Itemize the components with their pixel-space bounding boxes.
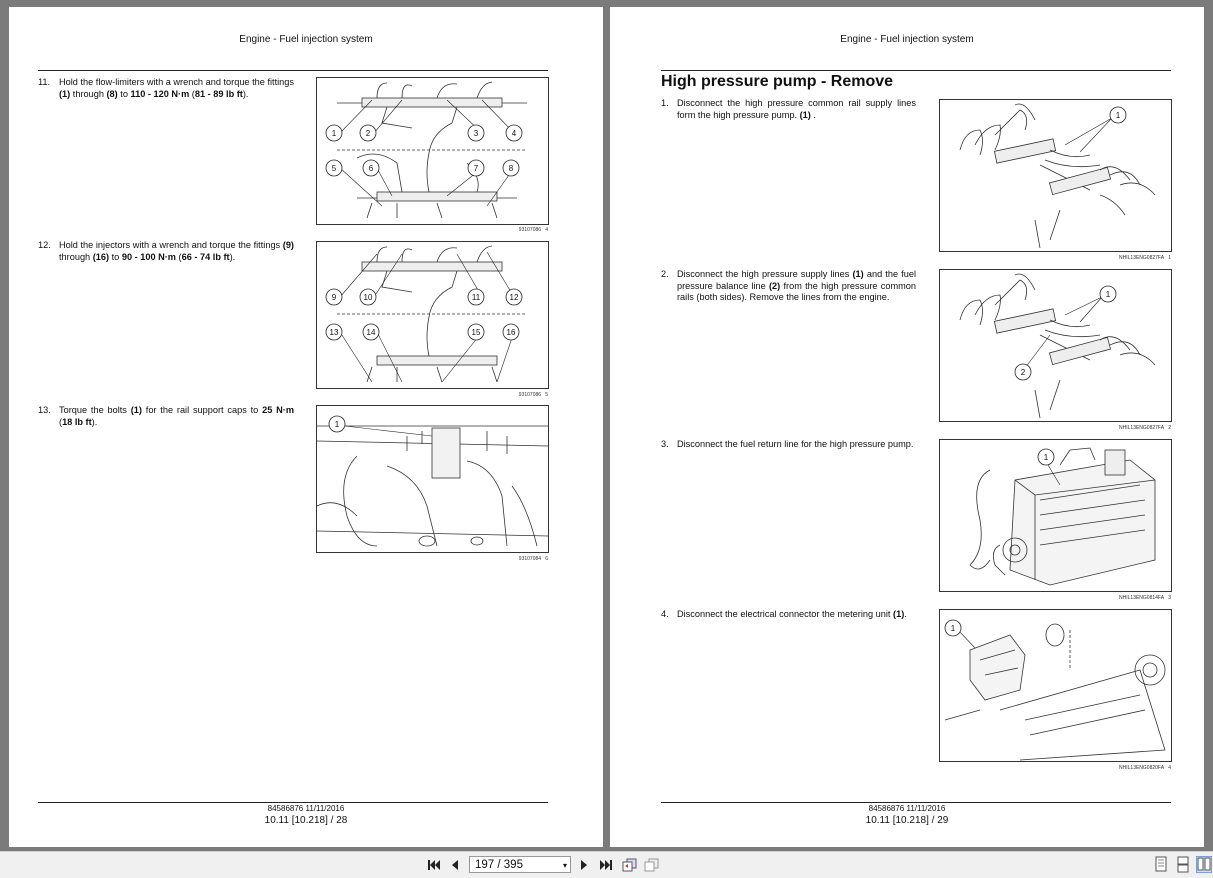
- footer-page-number: 10.11 [10.218] / 29: [865, 815, 949, 826]
- svg-text:2: 2: [1020, 368, 1026, 377]
- figure-caption: NHIL13ENG0820FA 4: [1119, 765, 1171, 771]
- callout-4: [506, 125, 522, 141]
- step-11: 11. Hold the flow-limiters with a wrench and torque the fittings (1) through (8) to 110 - 120 N·m (81 - 89 lb ft).: [38, 77, 294, 99]
- callout-8: [503, 160, 519, 176]
- figure-caption: NHIL13ENG0827FA 1: [1119, 255, 1171, 261]
- callout-13: [326, 324, 342, 340]
- svg-text:2: 2: [365, 129, 371, 138]
- svg-text:6: 6: [368, 164, 374, 173]
- figure-fuel-return-line: [939, 439, 1172, 592]
- step-number: 1.: [661, 98, 669, 108]
- chevron-down-icon[interactable]: ▾: [562, 861, 567, 870]
- callout-2: [360, 125, 376, 141]
- svg-text:1: 1: [1043, 453, 1049, 462]
- two-page-view-icon[interactable]: [1196, 856, 1212, 873]
- svg-text:14: 14: [366, 328, 376, 337]
- go-back-icon[interactable]: [621, 856, 639, 874]
- figure-injector-lines-a: [316, 77, 549, 225]
- step-number: 4.: [661, 609, 669, 619]
- svg-text:12: 12: [509, 293, 519, 302]
- svg-text:3: 3: [473, 129, 479, 138]
- svg-text:5: 5: [331, 164, 337, 173]
- svg-text:4: 4: [511, 129, 517, 138]
- svg-text:1: 1: [1105, 290, 1111, 299]
- callout-15: [468, 324, 484, 340]
- prev-page-icon[interactable]: [446, 856, 464, 874]
- step-12: 12. Hold the injectors with a wrench and torque the fittings (9) through (16) to 90 - 100 N·m (66 - 74 lb ft).: [38, 240, 294, 262]
- footer-rule: [38, 802, 548, 803]
- svg-text:1: 1: [1115, 111, 1121, 120]
- step-13: 13. Torque the bolts (1) for the rail support caps to 25 N·m (18 lb ft).: [38, 405, 295, 427]
- callout-11: [468, 289, 484, 305]
- svg-text:11: 11: [471, 293, 481, 302]
- last-page-icon[interactable]: [597, 856, 615, 874]
- figure-caption: NHIL13ENG0814FA 3: [1119, 595, 1171, 601]
- svg-text:8: 8: [508, 164, 514, 173]
- callout-1: [1110, 107, 1126, 123]
- figure-caption: NHIL13ENG0827FA 2: [1119, 425, 1171, 431]
- header-rule: [38, 70, 548, 71]
- step-4: 4. Disconnect the electrical connector the metering unit (1).: [661, 609, 907, 619]
- left-document-page: [9, 7, 603, 847]
- page-indicator-text: 197 / 395: [475, 859, 523, 871]
- svg-text:10: 10: [363, 293, 373, 302]
- figure-injector-lines-b: [316, 241, 549, 389]
- step-number: 3.: [661, 439, 669, 449]
- step-number: 12.: [38, 240, 51, 250]
- step-3: 3. Disconnect the fuel return line for the high pressure pump.: [661, 439, 914, 449]
- footer-page-number: 10.11 [10.218] / 28: [264, 815, 348, 826]
- callout-9: [326, 289, 342, 305]
- footer-doc-info: 84586876 11/11/2016: [267, 804, 345, 813]
- callout-7: [468, 160, 484, 176]
- go-forward-icon[interactable]: [643, 856, 661, 874]
- figure-supply-lines: [939, 99, 1172, 252]
- step-number: 13.: [38, 405, 51, 415]
- step-number: 2.: [661, 269, 669, 279]
- figure-caption: 93107086 4: [518, 227, 548, 233]
- figure-caption: 93107086 5: [518, 392, 548, 398]
- svg-text:16: 16: [506, 328, 516, 337]
- right-document-page: [610, 7, 1204, 847]
- viewer-toolbar: [0, 851, 1213, 878]
- callout-16: [503, 324, 519, 340]
- step-1: 1. Disconnect the high pressure common rail supply lines form the high pressure pump. (1) .: [661, 98, 916, 120]
- callout-2: [1015, 364, 1031, 380]
- callout-12: [506, 289, 522, 305]
- page-header: Engine - Fuel injection system: [239, 34, 373, 45]
- figure-balance-line: [939, 269, 1172, 422]
- callout-1: [326, 125, 342, 141]
- callout-6: [363, 160, 379, 176]
- figure-metering-unit: [939, 609, 1172, 762]
- callout-1: [945, 620, 961, 636]
- svg-text:13: 13: [329, 328, 339, 337]
- callout-10: [360, 289, 376, 305]
- figure-caption: 93107084 6: [518, 556, 548, 562]
- continuous-view-icon[interactable]: [1175, 856, 1191, 873]
- svg-text:7: 7: [473, 164, 479, 173]
- callout-3: [468, 125, 484, 141]
- next-page-icon[interactable]: [575, 856, 593, 874]
- footer-rule: [661, 802, 1171, 803]
- first-page-icon[interactable]: [425, 856, 443, 874]
- svg-text:15: 15: [471, 328, 481, 337]
- callout-1: [1100, 286, 1116, 302]
- callout-1: [1038, 449, 1054, 465]
- callout-14: [363, 324, 379, 340]
- svg-text:1: 1: [334, 420, 340, 429]
- svg-text:1: 1: [950, 624, 956, 633]
- single-page-view-icon[interactable]: [1153, 856, 1169, 873]
- header-rule: [661, 70, 1171, 71]
- footer-doc-info: 84586876 11/11/2016: [868, 804, 946, 813]
- svg-text:1: 1: [331, 129, 337, 138]
- step-number: 11.: [38, 77, 51, 87]
- section-title: High pressure pump - Remove: [661, 73, 894, 90]
- page-header: Engine - Fuel injection system: [840, 34, 974, 45]
- callout-1: [329, 416, 345, 432]
- svg-text:9: 9: [331, 293, 337, 302]
- figure-rail-support-caps: [316, 405, 549, 553]
- step-2: 2. Disconnect the high pressure supply lines (1) and the fuel pressure balance line (2) from the high pressure common rails (both sides). Remove the lines from the engine.: [661, 269, 916, 302]
- page-number-field[interactable]: [469, 856, 571, 873]
- callout-5: [326, 160, 342, 176]
